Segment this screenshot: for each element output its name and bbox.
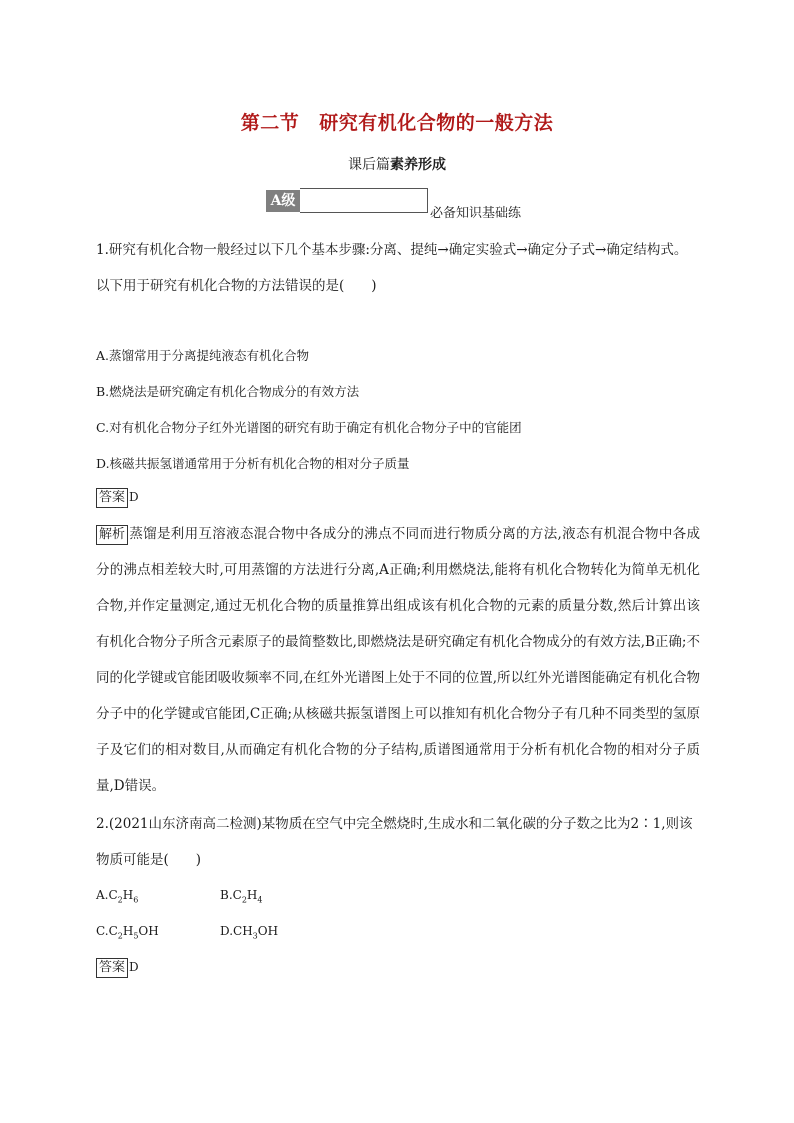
section-title [0,108,794,135]
question-1-stem: 1.研究有机化合物一般经过以下几个基本步骤:分离、提纯→确定实验式→确定分子式→确定结构式。以下用于研究有机化合物的方法错误的是( ) [96,242,688,294]
answer-tag: 答案 [96,958,128,978]
question-1-option-b: B.燃烧法是研究确定有机化合物成分的有效方法 [96,384,360,399]
formula-text: H [246,888,258,902]
analysis-tag: 解析 [96,525,128,545]
question-1-answer [96,488,139,508]
formula-subscript: 6 [133,895,139,905]
formula-text: OH [138,924,159,938]
level-label: 必备知识基础练 [430,206,522,221]
formula-subscript: 5 [133,931,139,941]
formula-text: OH [257,924,279,938]
formula-text: A.C [96,888,118,902]
formula-subscript: 2 [117,895,123,905]
question-2-option-d [220,924,278,940]
question-1-option-a: A.蒸馏常用于分离提纯液态有机化合物 [96,348,310,363]
formula-text: H [122,888,134,902]
question-1-analysis [96,516,700,804]
question-2-option-b [220,888,262,904]
section-number: 第二节 [240,112,300,134]
answer-value: D [129,960,139,974]
question-2-stem: 2.(2021山东济南高二检测)某物质在空气中完全燃烧时,生成水和二氧化碳的分子数之比为2∶1,则该物质可能是( ) [96,816,693,868]
subtitle [0,154,794,174]
formula-text: H [122,924,134,938]
formula-subscript: 3 [252,931,258,941]
level-badge: A级 [266,190,300,212]
question-1-option-d: D.核磁共振氢谱通常用于分析有机化合物的相对分子质量 [96,456,410,471]
question-2-answer [96,958,139,978]
formula-text: B.C [220,888,242,902]
formula-subscript: 2 [241,895,247,905]
analysis-text: 蒸馏是利用互溶液态混合物中各成分的沸点不同而进行物质分离的方法,液态有机混合物中各成分的沸点相差较大时,可用蒸馏的方法进行分离,A正确;利用燃烧法,能将有机化合物转化为简单无机化合物,并作定量测定,通过无机化合物的质量推算出组成该有机化合物的元素的质量分数,然后计算出该有机化合物分子所含元素原子的最简整数比,即燃烧法是研究确定有机化合物成分的有效方法,B正确;不同的化学键或官能团吸收频率不同,在红外光谱图上处于不同的位置,所以红外光谱图能确定有机化合物分子中的化学键或官能团,C正确;从核磁共振氢谱图上可以推知有机化合物分子有几种不同类型的氢原子及它们的相对数目,从而确定有机化合物的分子结构,质谱图通常用于分析有机化合物的相对分子质量,D错误。 [96,526,700,794]
formula-subscript: 2 [117,931,123,941]
formula-subscript: 4 [257,895,263,905]
question-1-option-c: C.对有机化合物分子红外光谱图的研究有助于确定有机化合物分子中的官能团 [96,420,522,435]
answer-value: D [129,490,139,504]
formula-text: C.C [96,924,118,938]
formula-text: D.CH [220,924,253,938]
section-name: 研究有机化合物的一般方法 [319,112,554,134]
question-2-option-c [96,924,159,940]
answer-tag: 答案 [96,488,128,508]
subtitle-normal: 课后篇 [348,157,390,173]
level-box [300,188,428,213]
question-2-option-a [96,888,138,904]
subtitle-bold: 素养形成 [390,157,446,173]
